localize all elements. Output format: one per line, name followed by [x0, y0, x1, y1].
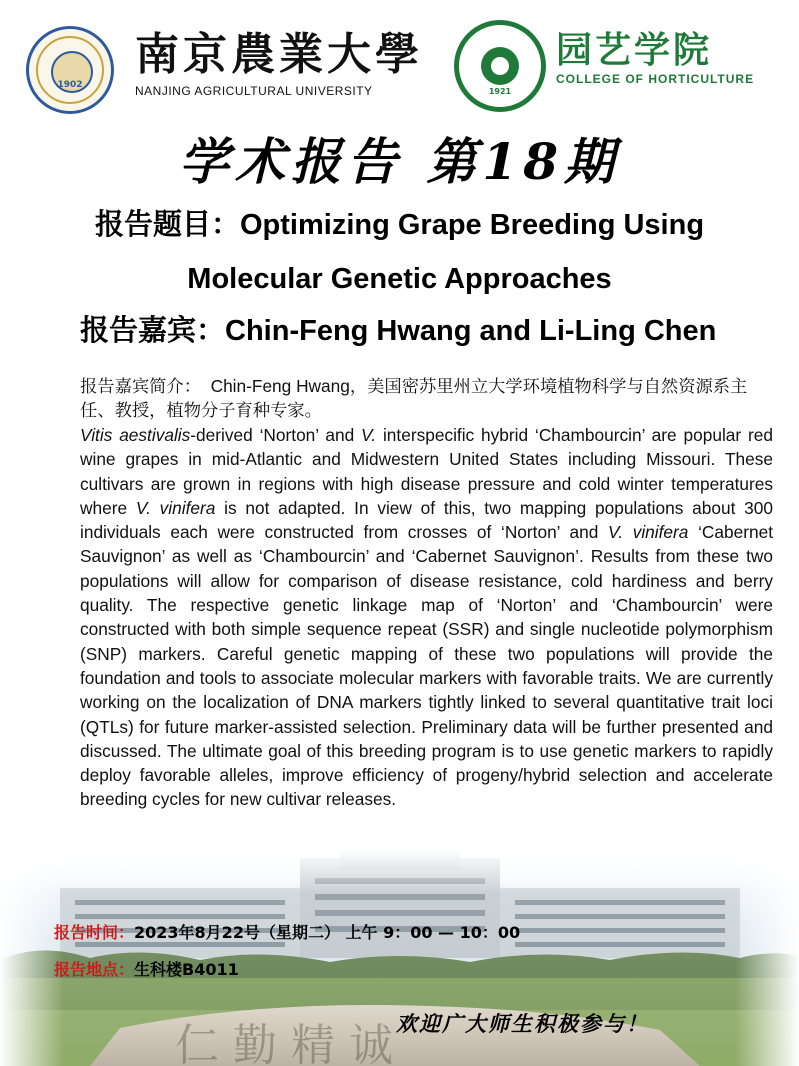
talk-title-label: 报告题目：	[94, 209, 240, 241]
abstract-italic-4: V. vinifera	[608, 522, 689, 543]
welcome-slogan: 欢迎广大师生积极参与！	[396, 1011, 649, 1036]
abstract-italic-2: V.	[361, 425, 377, 445]
talk-time-label: 报告时间：	[54, 923, 135, 942]
abstract-italic-3: V. vinifera	[135, 497, 216, 518]
abstract-text-1: -derived ‘Norton’ and	[190, 425, 362, 445]
talk-title-line1: Optimizing Grape Breeding Using	[239, 209, 705, 241]
university-name-cn: 南京農業大學	[135, 29, 423, 80]
talk-location	[54, 957, 239, 980]
talk-location-value: 生科楼B4011	[134, 960, 239, 979]
college-seal-year: 1921	[488, 87, 512, 96]
speaker-intro-label: 报告嘉宾简介：	[80, 376, 201, 396]
abstract-text-3: is not adapted. In view of this, two mapping populations about 300 individuals each were constructed from crosses of ‘Norton’ and	[80, 497, 773, 543]
college-seal-logo	[454, 20, 546, 112]
talk-location-label: 报告地点：	[54, 960, 135, 979]
university-seal-year: 1902	[57, 80, 83, 90]
speaker-intro	[80, 374, 773, 423]
speaker-label: 报告嘉宾：	[80, 315, 226, 347]
abstract-text-4: ‘Cabernet Sauvignon’ as well as ‘Chambourcin’ and ‘Cabernet Sauvignon’. Results from these two populations will allow for comparison of disease resistance, cold hardiness and berry quality. The respective genetic linkage map of ‘Norton’ and ‘Chambourcin’ were constructed with both simple sequence repeat (SSR) and single nucleotide polymorphism (SNP) markers. Careful genetic mapping of these two populations will provide the foundation and tools to associate molecular markers with favorable traits. We are currently working on the localization of DNA markers tightly linked to several quantitative trait loci (QTLs) for future marker-assisted selection. Preliminary data will be further presented and discussed. The ultimate goal of this breeding program is to use genetic markers to rapidly deploy favorable alleles, improve efficiency of progeny/hybrid selection and accelerate breeding cycles for new cultivar releases.	[80, 522, 773, 810]
abstract-text-2: interspecific hybrid ‘Chambourcin’ are popular red wine grapes in mid-Atlantic and Midwestern United States including Missouri. These cultivars are grown in regions with high disease pressure and cold winter temperatures where	[80, 425, 773, 518]
speaker-intro-text: Chin-Feng Hwang，美国密苏里州立大学环境植物科学与自然资源系主任、教授，植物分子育种专家。	[80, 376, 748, 421]
poster-title: 学术报告 第18期	[179, 132, 620, 191]
talk-title-line2: Molecular Genetic Approaches	[187, 263, 612, 295]
speaker-names: Chin-Feng Hwang and Li-Ling Chen	[225, 315, 717, 347]
speaker-line	[80, 308, 759, 349]
college-name-cn: 园艺学院	[556, 30, 713, 71]
talk-title	[40, 198, 759, 306]
talk-time-value: 2023年8月22号（星期二） 上午 9：00 — 10：00	[134, 923, 521, 942]
college-name-en: COLLEGE OF HORTICULTURE	[556, 72, 755, 86]
university-name-en: NANJING AGRICULTURAL UNIVERSITY	[135, 84, 373, 98]
abstract-italic-1: Vitis aestivalis	[80, 425, 191, 445]
university-wordmark	[135, 29, 423, 98]
abstract	[80, 423, 773, 812]
university-seal-logo	[26, 26, 114, 114]
college-wordmark	[556, 30, 754, 86]
talk-time	[54, 920, 520, 943]
